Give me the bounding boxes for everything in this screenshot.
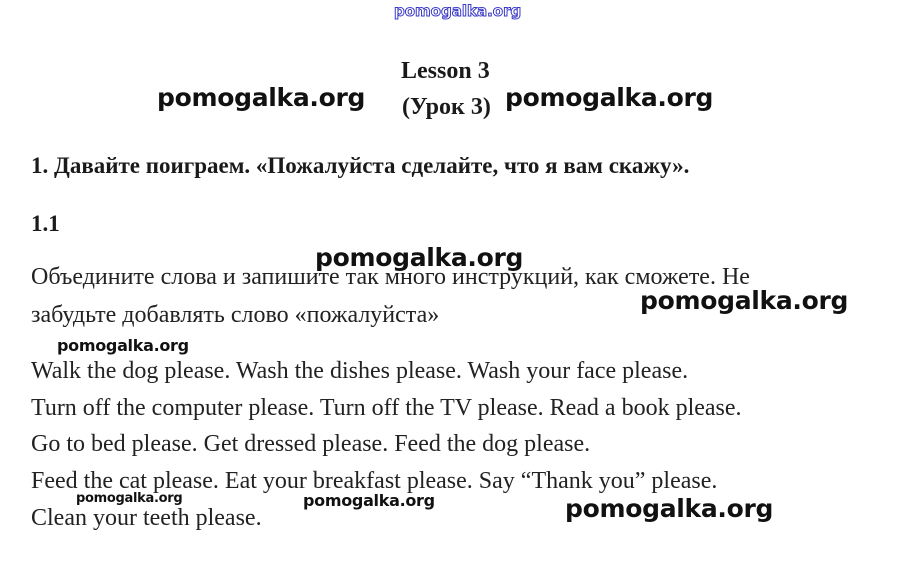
answer-line-4: Feed the cat please. Eat your breakfast please. Say “Thank you” please. <box>31 468 718 494</box>
task-heading: 1. Давайте поиграем. «Пожалуйста сделайте, что я вам скажу». <box>31 153 690 178</box>
answer-line-3: Go to bed please. Get dressed please. Feed the dog please. <box>31 431 591 457</box>
watermark: pomogalka.org <box>157 83 366 112</box>
watermark: pomogalka.org <box>57 336 189 355</box>
task-number: 1.1 <box>31 211 60 236</box>
watermark: pomogalka.org <box>315 243 524 272</box>
watermark: pomogalka.org <box>640 286 849 315</box>
answer-line-1: Walk the dog please. Wash the dishes please. Wash your face please. <box>31 358 689 384</box>
watermark-top: pomogalka.org <box>394 2 522 20</box>
lesson-subtitle: (Урок 3) <box>402 94 491 120</box>
lesson-title: Lesson 3 <box>401 58 490 84</box>
watermark: pomogalka.org <box>565 494 774 523</box>
answer-line-5: Clean your teeth please. <box>31 505 262 531</box>
watermark: pomogalka.org <box>505 83 714 112</box>
watermark: pomogalka.org <box>303 491 435 510</box>
instruction-line-1: Объедините слова и запишите так много инструкций, как сможете. Не <box>31 264 750 290</box>
watermark: pomogalka.org <box>76 491 183 506</box>
answer-line-2: Turn off the computer please. Turn off the TV please. Read a book please. <box>31 395 742 421</box>
instruction-line-2: забудьте добавлять слово «пожалуйста» <box>31 302 440 328</box>
